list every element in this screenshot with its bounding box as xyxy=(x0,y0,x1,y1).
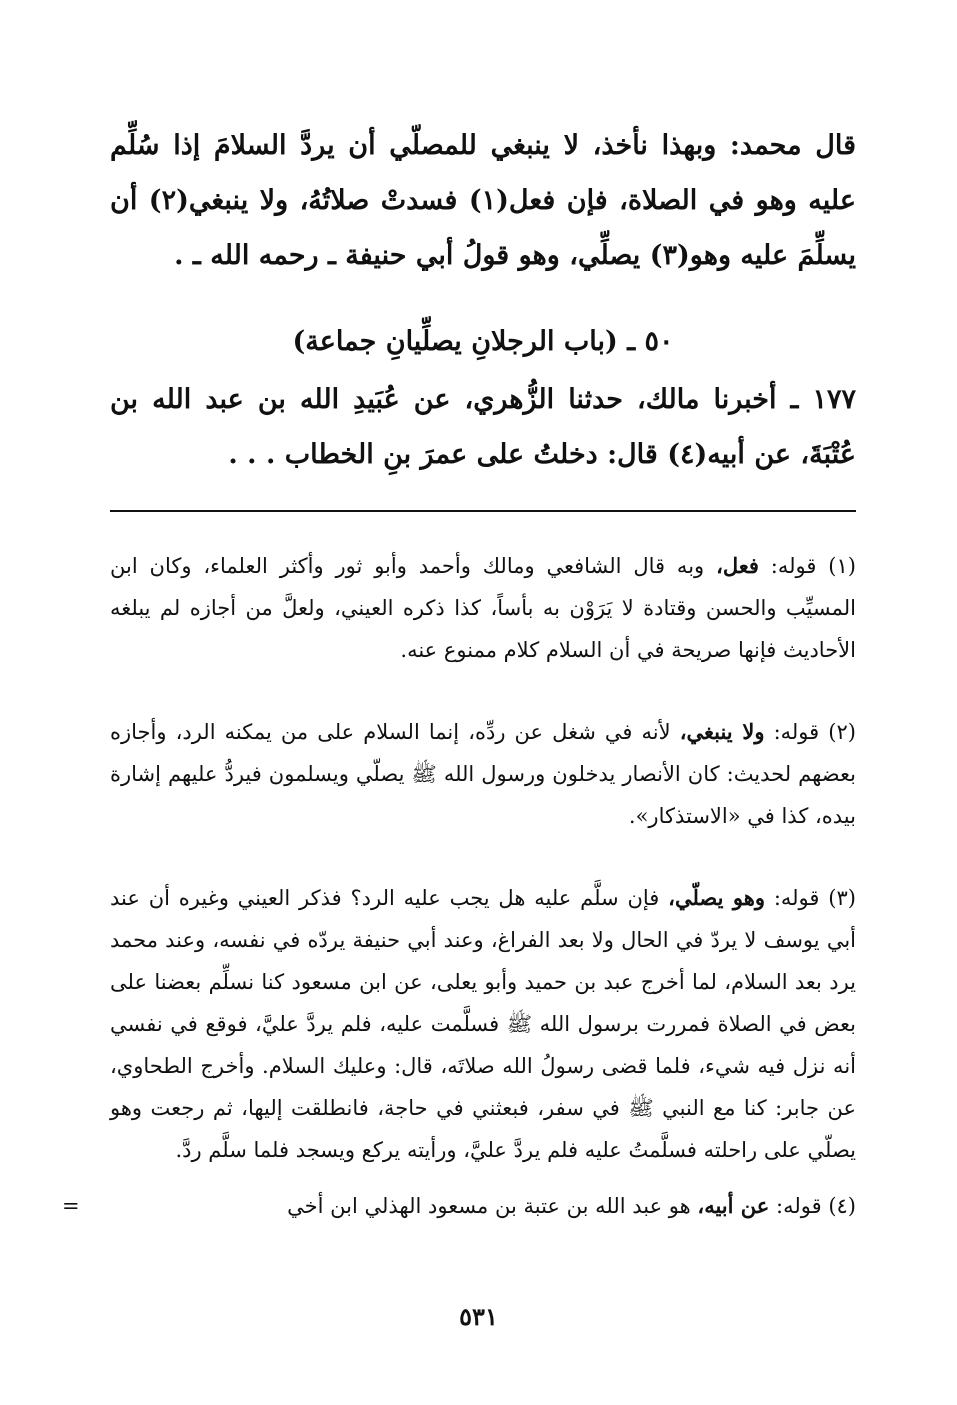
main-paragraph: قال محمد: وبهذا نأخذ، لا ينبغي للمصلّي أن يردَّ السلامَ إذا سُلِّم عليه وهو في الصلاة، فإن فعل(١) فسدتْ صلاتُهُ، ولا ينبغي(٢) أن يسلِّمَ عليه وهو(٣) يصلِّي، وهو قولُ أبي حنيفة ـ رحمه الله ـ . xyxy=(110,130,856,271)
continuation-mark: = xyxy=(62,1194,80,1218)
footnote-4 xyxy=(62,1185,856,1227)
footnote-keyword: عن أبيه، xyxy=(697,1193,770,1218)
footnote-1 xyxy=(110,545,856,671)
footnote-number: (٢) xyxy=(828,720,856,744)
footnote-number: (٣) xyxy=(828,886,856,910)
footnote-divider xyxy=(110,510,856,512)
footnote-number: (٤) xyxy=(828,1194,856,1218)
footnote-keyword: فعل، xyxy=(716,553,759,578)
footnote-2 xyxy=(110,711,856,837)
footnotes-section xyxy=(62,545,856,1267)
footnote-lead: قوله: xyxy=(773,886,820,910)
hadith-block xyxy=(110,372,856,482)
footnote-keyword: ولا ينبغي، xyxy=(679,719,765,744)
footnote-text: وبه قال الشافعي ومالك وأحمد وأبو ثور وأكثر العلماء، وكان ابن المسيِّب والحسن وقتادة لا يَرَوْن به بأساً، كذا ذكره العيني، ولعلَّ من أجازه لم يبلغه الأحاديث فإنها صريحة في أن السلام كلام ممنوع عنه. xyxy=(110,554,856,662)
footnote-lead: قوله: xyxy=(773,720,820,744)
footnote-number: (١) xyxy=(828,554,856,578)
page-number: ٥٣١ xyxy=(459,1302,498,1331)
footnote-text: فإن سلَّم عليه هل يجب عليه الرد؟ فذكر العيني وغيره أن عند أبي يوسف لا يردّ في الحال ولا بعد الفراغ، وعند أبي حنيفة يردّه في نفسه، وعند محمد يرد بعد السلام، لما أخرج عبد بن حميد وأبو يعلى، عن ابن مسعود كنا نسلِّم بعضنا على بعض في الصلاة فمررت برسول الله ﷺ فسلَّمت عليه، فلم يردَّ عليَّ، فوقع في نفسي أنه نزل فيه شيء، فلما قضى رسولُ الله صلاتَه، قال: وعليك السلام. وأخرج الطحاوي، عن جابر: كنا مع النبي ﷺ في سفر، فبعثني في حاجة، فانطلقت إليها، ثم رجعت وهو يصلّي على راحلته فسلَّمتُ عليه فلم يردَّ عليَّ، ورأيته يركع ويسجد فلما سلَّم ردَّ. xyxy=(110,886,856,1162)
footnote-text: هو عبد الله بن عتبة بن مسعود الهذلي ابن أخي xyxy=(287,1194,691,1218)
hadith-text: ١٧٧ ـ أخبرنا مالك، حدثنا الزُّهري، عن عُبَيدِ الله بن عبد الله بن عُتْبَةَ، عن أبيه(٤) قال: دخلتُ على عمرَ بنِ الخطاب . . . xyxy=(110,384,856,470)
main-text-block xyxy=(110,118,856,283)
chapter-heading: ٥٠ ـ (باب الرجلانِ يصلِّيانِ جماعة) xyxy=(292,326,674,357)
footnote-text: لأنه في شغل عن ردِّه، إنما السلام على من يمكنه الرد، وأجازه بعضهم لحديث: كان الأنصار يدخلون ورسول الله ﷺ يصلّي ويسلمون فيردُّ عليهم إشارة بيده، كذا في «الاستذكار». xyxy=(110,720,856,828)
footnote-lead: قوله: xyxy=(770,554,817,578)
footnote-lead: قوله: xyxy=(776,1194,822,1218)
footnote-keyword: وهو يصلّي، xyxy=(668,885,765,910)
footnote-3 xyxy=(110,877,856,1171)
